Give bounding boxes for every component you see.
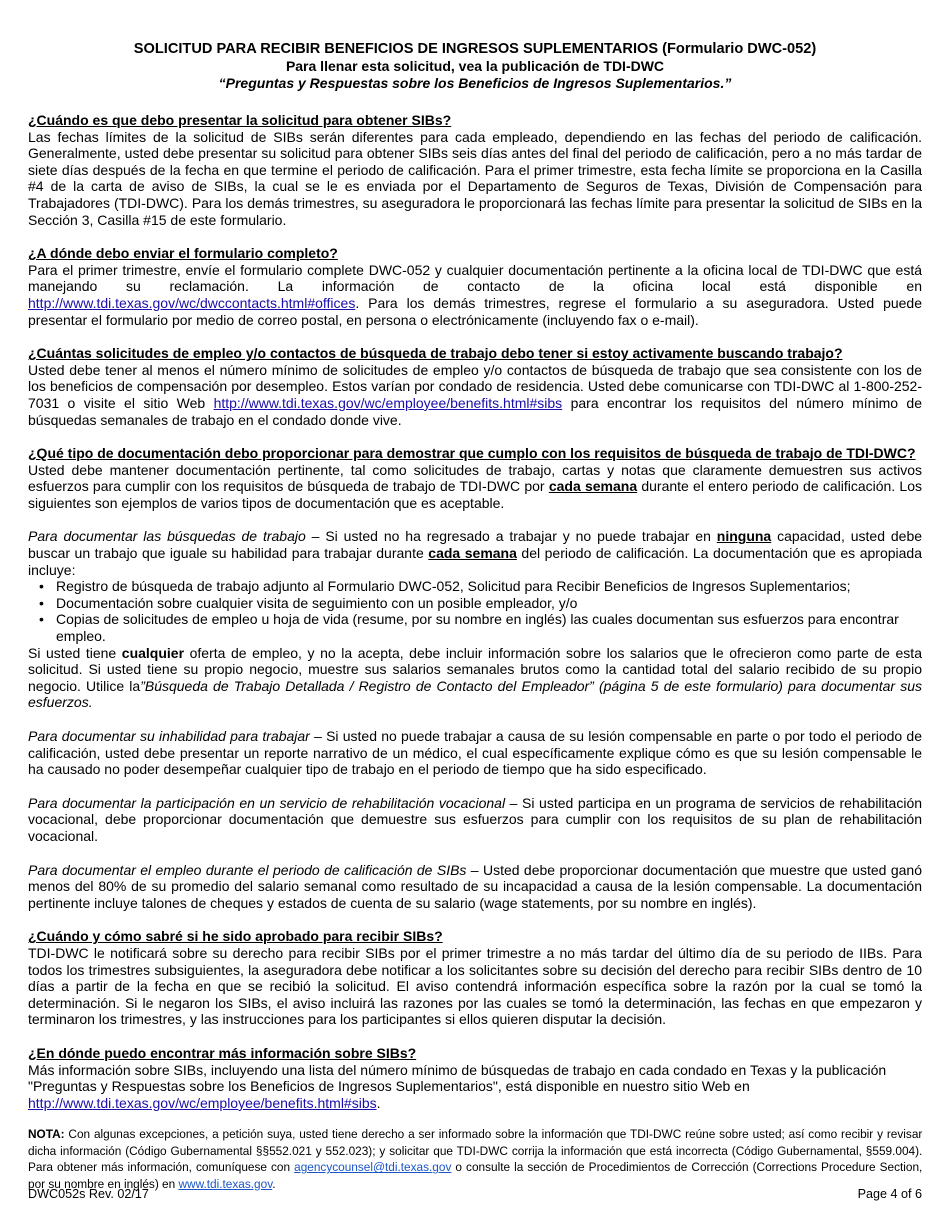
answer-text: Para documentar el empleo durante el periodo de calificación de SIBs – Usted debe proporcionar documentación que muestre que usted ganó menos del 80% de su promedio del salario semanal como resultado de su incapacidad a causa de la lesión compensable. La documentación pertinente incluye talones de cheques y estados de cuenta de su salario (wage statements, por su nombre en inglés).	[28, 861, 922, 911]
benefits-link[interactable]: http://www.tdi.texas.gov/wc/employee/benefits.html#sibs	[213, 394, 563, 411]
question-heading: ¿En dónde puedo encontrar más información sobre SIBs?	[28, 1044, 417, 1061]
answer-text: Usted debe mantener documentación pertinente, tal como solicitudes de trabajo, cartas y notas que claramente demuestren sus activos esfuerzos para cumplir con los requisitos de búsqueda de trabajo de TDI-DWC por cada semana durante el entero periodo de calificación. Los siguientes son ejemplos de varios tipos de documentación que es aceptable.	[28, 461, 923, 511]
section-when-to-file	[28, 112, 922, 228]
header	[28, 40, 922, 92]
section-more-info	[28, 1045, 922, 1111]
documentation-list	[28, 578, 922, 644]
publication-title: “Preguntas y Respuestas sobre los Beneficios de Ingresos Suplementarios.”	[218, 75, 732, 91]
tdi-website-link[interactable]: www.tdi.texas.gov	[178, 1176, 273, 1191]
section-employment-docs	[28, 862, 922, 912]
form-subtitle: Para llenar esta solicitud, vea la publicación de TDI-DWC	[285, 58, 665, 74]
section-how-many-applications	[28, 345, 922, 428]
answer-text: Para documentar la participación en un servicio de rehabilitación vocacional – Si usted participa en un programa de servicios de rehabilitación vocacional, debe proporcionar documentación que demuestre sus esfuerzos para cumplir con los requisitos de su plan de rehabilitación vocacional.	[28, 794, 923, 844]
answer-text: Para el primer trimestre, envíe el formulario complete DWC-052 y cualquier documentación pertinente a la oficina local de TDI-DWC que está manejando su reclamación. La información de contacto de la oficina local está disponible en http://www.tdi.texas.gov/wc/dwccontacts.html#offices. Para los demás trimestres, regrese el formulario a su aseguradora. Usted puede presentar el formulario por medio de correo postal, en persona o electrónicamente (incluyendo fax o e-mail).	[28, 261, 922, 328]
answer-text: Para documentar su inhabilidad para trabajar – Si usted no puede trabajar a causa de su lesión compensable en parte o por todo el periodo de calificación, usted debe presentar un reporte narrativo de un médico, el cual específicamente explique cómo es que su lesión compensable le ha causado no poder desempeñar cualquier tipo de trabajo en el periodo de tiempo que ha sido especificado.	[28, 728, 923, 778]
section-documentation-type	[28, 445, 922, 511]
section-inability-docs	[28, 728, 922, 778]
question-heading: ¿Qué tipo de documentación debo proporcionar para demostrar que cumplo con los requisitos de búsqueda de trabajo de TDI-DWC?	[28, 445, 916, 462]
benefits-link[interactable]: http://www.tdi.texas.gov/wc/employee/benefits.html#sibs	[28, 1094, 377, 1111]
section-where-to-send	[28, 245, 922, 328]
form-revision: DWC052s Rev. 02/17	[28, 1187, 149, 1201]
answer-text: Más información sobre SIBs, incluyendo una lista del número mínimo de búsquedas de trabajo en cada condado en Texas y la publicación "Preguntas y Respuestas sobre los Beneficios de Ingresos Suplementarios", está disponible en nuestro sitio Web en http://www.tdi.texas.gov/wc/employee/benefits.html#sibs.	[28, 1061, 887, 1111]
section-approval	[28, 928, 922, 1028]
question-heading: ¿A dónde debo enviar el formulario completo?	[28, 245, 338, 262]
offices-link[interactable]: http://www.tdi.texas.gov/wc/dwccontacts.html#offices	[28, 294, 356, 311]
section-job-search-docs	[28, 528, 922, 711]
page-footer	[28, 1186, 922, 1203]
document-page	[28, 40, 922, 1192]
answer-text: TDI-DWC le notificará sobre su derecho para recibir SIBs por el primer trimestre a no más tardar del último día de su periodo de IIBs. Para todos los trimestres subsiguientes, la aseguradora debe notificar a los solicitantes sobre su decisión del derecho para recibir SIBs dentro de 10 días a partir de la fecha en que se recibió la solicitud. El aviso contendrá información específica sobre la razón por la cual se tomó la determinación. Si le negaron los SIBs, el aviso incluirá las razones por las cuales se tomó la determinación, las fechas en que empezaron y terminaron los trimestres, y las instrucciones para los participantes si ellos quieren disputar la decisión.	[28, 944, 922, 1028]
job-search-paragraph: Para documentar las búsquedas de trabajo – Si usted no ha regresado a trabajar y no puede trabajar en ninguna capacidad, usted debe buscar un trabajo que iguale su habilidad para trabajar durante cada semana del periodo de calificación. La documentación que es apropiada incluye:	[28, 528, 923, 578]
list-item: • Documentación sobre cualquier visita de seguimiento con un posible empleador, y/o	[56, 595, 922, 612]
email-link[interactable]: agencycounsel@tdi.texas.gov	[294, 1160, 452, 1175]
privacy-note: NOTA: Con algunas excepciones, a petición suya, usted tiene derecho a ser informado sobre la información que TDI-DWC reúne sobre usted; así como recibir y revisar dicha información (Código Gubernamental §§552.021 y 552.023); y solicitar que TDI-DWC corrija la información que está incorrecta (Código Gubernamental, §559.004). Para obtener más información, comuníquese con agencycounsel@tdi.texas.gov o consulte la sección de Procedimientos de Corrección (Corrections Procedure Section, por su nombre en inglés) en www.tdi.texas.gov.	[28, 1127, 923, 1191]
answer-text: Las fechas límites de la solicitud de SIBs serán diferentes para cada empleado, dependiendo en las fechas del periodo de calificación. Generalmente, usted debe presentar su solicitud para obtener SIBs seis días antes del final del periodo de calificación, pero a no más tardar de siete días después de la fecha en que termine el periodo de calificación. Para el primer trimestre, esta fecha límite se proporciona en la Casilla #4 de la carta de aviso de SIBs, la cual se le es enviada por el Departamento de Seguros de Texas, División de Compensación para Trabajadores (TDI-DWC). Para los demás trimestres, su aseguradora le proporcionará las fechas límite para presentar la solicitud de SIBs en la Sección 3, Casilla #15 de este formulario.	[28, 128, 922, 228]
question-heading: ¿Cuántas solicitudes de empleo y/o contactos de búsqueda de trabajo debo tener si estoy activamente buscando trabajo?	[28, 345, 843, 362]
page-number: Page 4 of 6	[857, 1187, 922, 1201]
list-item: • Copias de solicitudes de empleo u hoja de vida (resume, por su nombre en inglés) las cuales documentan sus esfuerzos para encontrar empleo.	[56, 611, 922, 644]
answer-text: Usted debe tener al menos el número mínimo de solicitudes de empleo y/o contactos de búsqueda de trabajo que sea consistente con los de los beneficios de compensación por desempleo. Estos varían por condado de residencia. Usted debe comunicarse con TDI-DWC al 1-800-252-7031 o visite el sitio Web http://www.tdi.texas.gov/wc/employee/benefits.html#sibs para encontrar los requisitos del número mínimo de búsquedas semanales de trabajo en el condado donde vive.	[28, 361, 923, 428]
section-vocational-docs	[28, 795, 922, 845]
question-heading: ¿Cuándo y cómo sabré si he sido aprobado para recibir SIBs?	[28, 928, 443, 945]
list-item: • Registro de búsqueda de trabajo adjunto al Formulario DWC-052, Solicitud para Recibir Beneficios de Ingresos Suplementarios;	[56, 578, 922, 595]
job-offer-paragraph: Si usted tiene cualquier oferta de empleo, y no la acepta, debe incluir información sobre los salarios que le ofrecieron como parte de esta solicitud. Si usted tiene su propio negocio, muestre sus salarios semanales brutos como la cantidad total del salario recibido de su propio negocio. Utilice la”Búsqueda de Trabajo Detallada / Registro de Contacto del Empleador” (página 5 de este formulario) para documentar sus esfuerzos.	[28, 644, 922, 711]
question-heading: ¿Cuándo es que debo presentar la solicitud para obtener SIBs?	[28, 112, 452, 128]
form-title: SOLICITUD PARA RECIBIR BENEFICIOS DE INGRESOS SUPLEMENTARIOS (Formulario DWC-052)	[133, 41, 817, 57]
note-label: NOTA:	[28, 1127, 65, 1142]
